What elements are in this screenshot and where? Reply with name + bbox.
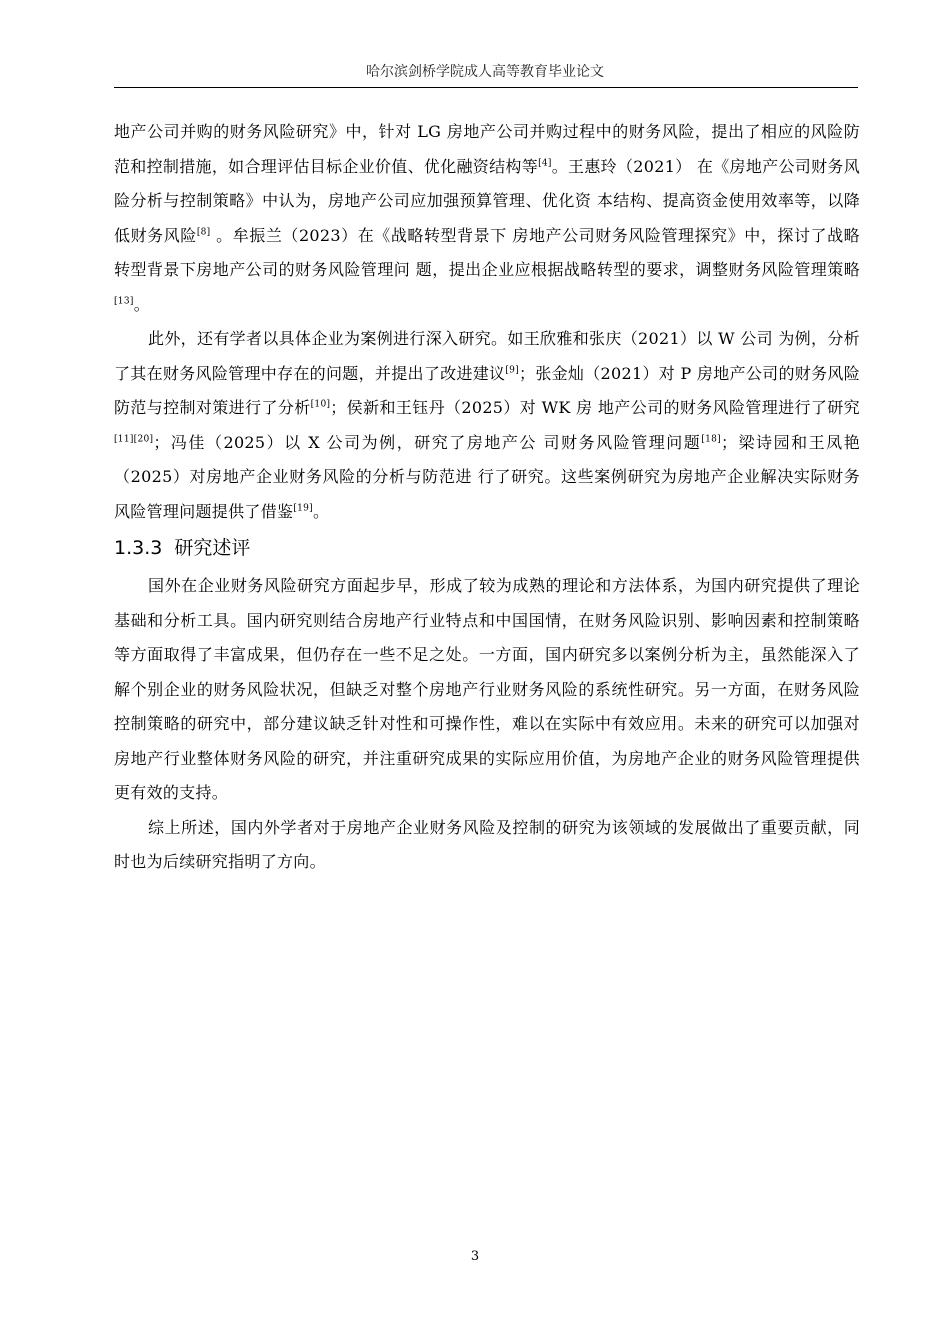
paragraph-summary	[114, 811, 860, 880]
citation-ref: [9]	[505, 365, 520, 376]
paragraph-text: 国外在企业财务风险研究方面起步早，形成了较为成熟的理论和方法体系，为国内研究提供了理论基础和分析工具。国内研究则结合房地产行业特点和中国国情，在财务风险识别、影响因素和控制策略等方面取得了丰富成果，但仍存在一些不足之处。一方面，国内研究多以案例分析为主，虽然能深入了解个别企业的财务风险状况，但缺乏对整个房地产行业财务风险的系统性研究。另一方面，在财务风险控制策略的研究中，部分建议缺乏针对性和可操作性，难以在实际中有效应用。未来的研究可以加强对房地产行业整体财务风险的研究，并注重研究成果的实际应用价值，为房地产企业的财务风险管理提供更有效的支持。	[114, 576, 860, 802]
page-header: 哈尔滨剑桥学院成人高等教育毕业论文	[366, 64, 604, 80]
paragraph-text: 。	[313, 501, 330, 521]
header-divider	[114, 87, 858, 88]
paragraph-text: 。	[133, 294, 150, 314]
citation-ref: [10]	[310, 399, 331, 410]
section-number: 1.3.3	[114, 537, 163, 559]
citation-ref: [11][20]	[114, 434, 154, 445]
citation-ref: [4]	[538, 158, 552, 169]
section-heading	[114, 531, 860, 569]
paragraph-text: ；梁诗园和王凤艳（2025）对房地产企业财务风险的分析与防范进 行了研究。这些案例研究为房地产企业解决实际财务风险管理问题提供了借鉴	[114, 432, 860, 521]
citation-ref: [19]	[293, 503, 313, 514]
paragraph-text: 地产公司并购的财务风险研究》中，针对 LG 房地产公司并购过程中的财务风险，提出了相应的风险防范和控制措施，如合理评估目标企业价值、优化融资结构等	[114, 122, 860, 176]
paragraph-case-studies	[114, 322, 860, 529]
paragraph-text: ；侯新和王钰丹（2025）对 WK 房 地产公司的财务风险管理进行了研究	[330, 398, 860, 417]
paragraph-literature-review-continued	[114, 115, 860, 322]
citation-ref: [18]	[701, 434, 721, 445]
paragraph-research-review	[114, 569, 860, 811]
paragraph-text: 综上所述，国内外学者对于房地产企业财务风险及控制的研究为该领域的发展做出了重要贡献，同时也为后续研究指明了方向。	[114, 817, 860, 871]
document-body	[114, 115, 860, 880]
page-number: 3	[470, 1249, 480, 1264]
citation-ref: [8]	[196, 227, 211, 238]
paragraph-text: 此外，还有学者以具体企业为案例进行深入研究。如王欣雅和张庆（2021）以 W 公司 为例，分析了其在财务风险管理中存在的问题，并提出了改进建议	[114, 329, 860, 383]
paragraph-text: ；冯佳（2025）以 X 公司为例，研究了房地产公 司财务风险管理问题	[153, 432, 702, 452]
paragraph-text: ；张金灿（2021）对 P 房地产公司的财务风险防范与控制对策进行了分析	[114, 363, 860, 417]
citation-ref: [13]	[114, 296, 134, 307]
paragraph-text: 。王惠玲（2021） 在《房地产公司财务风险分析与控制策略》中认为，房地产公司应加强预算管理、优化资 本结构、提高资金使用效率等，以降低财务风险	[114, 156, 860, 245]
section-title: 研究述评	[174, 537, 251, 559]
paragraph-text: 。牟振兰（2023）在《战略转型背景下 房地产公司财务风险管理探究》中，探讨了战略转型背景下房地产公司的财务风险管理问 题，提出企业应根据战略转型的要求，调整财务风险管理策略	[114, 225, 860, 279]
